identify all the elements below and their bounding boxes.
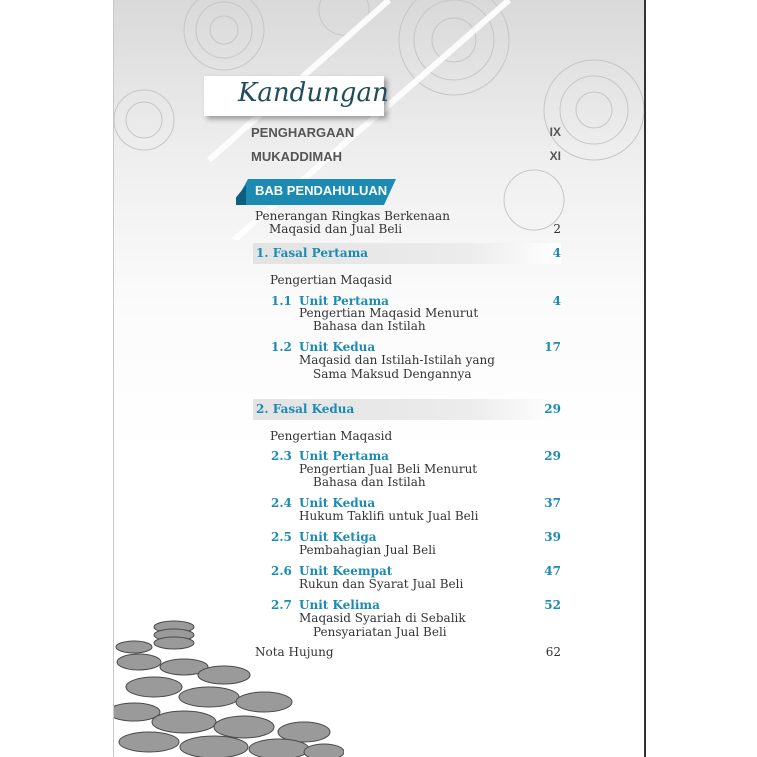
toc-entry-mukaddimah[interactable]: MUKADDIMAH [251, 149, 342, 164]
bab-intro-line1[interactable]: Penerangan Ringkas Berkenaan [255, 209, 450, 223]
unit-number: 2.3 [271, 449, 292, 463]
unit-desc-line1: Pembahagian Jual Beli [299, 543, 436, 557]
unit-desc-line2: Sama Maksud Dengannya [313, 367, 472, 381]
unit-number: 2.4 [271, 496, 292, 510]
unit-desc-line1: Pengertian Jual Beli Menurut [299, 462, 478, 476]
unit-page: 17 [544, 340, 561, 354]
coins-illustration [114, 617, 344, 757]
unit-desc-line1: Hukum Taklifi untuk Jual Beli [299, 509, 479, 523]
toc-page-penghargaan: IX [549, 125, 561, 139]
toc-page-nota-hujung: 62 [545, 645, 561, 659]
unit-number: 2.7 [271, 598, 292, 612]
book-page [113, 0, 646, 757]
fasal1-page: 4 [552, 246, 561, 260]
unit-page: 4 [552, 294, 561, 308]
bab-heading[interactable]: BAB PENDAHULUAN [255, 183, 388, 198]
bab-intro-page: 2 [553, 222, 561, 236]
unit-desc-line2: Bahasa dan Istilah [313, 475, 426, 489]
unit-title[interactable]: Unit Pertama [299, 294, 389, 308]
unit-title[interactable]: Unit Pertama [299, 449, 389, 463]
fasal2-subtitle: Pengertian Maqasid [270, 429, 393, 443]
unit-page: 52 [544, 598, 561, 612]
unit-desc-line2: Pensyariatan Jual Beli [313, 625, 447, 639]
fasal1-subtitle: Pengertian Maqasid [270, 273, 393, 287]
unit-title[interactable]: Unit Keempat [299, 564, 393, 578]
unit-desc-line1: Rukun dan Syarat Jual Beli [299, 577, 464, 591]
fasal1-title[interactable]: 1. Fasal Pertama [256, 246, 369, 260]
unit-desc-line1: Pengertian Maqasid Menurut [299, 306, 479, 320]
bab-intro-line2: Maqasid dan Jual Beli [269, 222, 403, 236]
unit-number: 1.2 [271, 340, 292, 354]
unit-number: 2.6 [271, 564, 292, 578]
unit-desc-line2: Bahasa dan Istilah [313, 319, 426, 333]
unit-title[interactable]: Unit Kedua [299, 340, 376, 354]
unit-title[interactable]: Unit Kedua [299, 496, 376, 510]
toc-entry-penghargaan[interactable]: PENGHARGAAN [251, 125, 355, 140]
unit-page: 37 [544, 496, 561, 510]
unit-number: 2.5 [271, 530, 292, 544]
fasal2-title[interactable]: 2. Fasal Kedua [256, 402, 355, 416]
unit-page: 39 [544, 530, 561, 544]
toc-entry-nota-hujung[interactable]: Nota Hujung [255, 645, 334, 659]
unit-number: 1.1 [271, 294, 292, 308]
unit-desc-line1: Maqasid Syariah di Sebalik [299, 611, 466, 625]
unit-page: 29 [544, 449, 561, 463]
unit-title[interactable]: Unit Kelima [299, 598, 380, 612]
fasal2-page: 29 [544, 402, 561, 416]
unit-desc-line1: Maqasid dan Istilah-Istilah yang [299, 353, 495, 367]
unit-title[interactable]: Unit Ketiga [299, 530, 377, 544]
page-title: Kandungan [238, 78, 389, 108]
toc-page-mukaddimah: XI [549, 149, 561, 163]
unit-page: 47 [544, 564, 561, 578]
